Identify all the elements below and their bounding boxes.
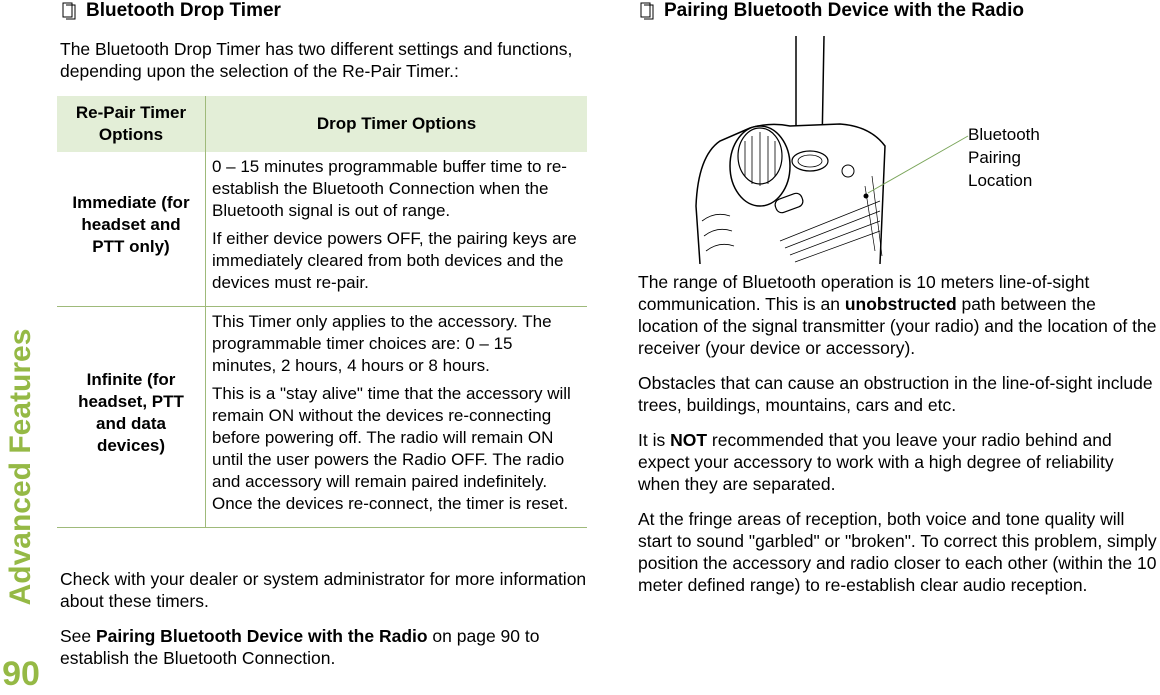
desc-para: If either device powers OFF, the pairing keys are immediately cleared from both devices and the devices must re-pair. (212, 229, 577, 292)
range-text: The range of Bluetooth operation is 10 meters line-of-sight communication. This is an unobstructed path between the location of the signal transmitter (your radio) and the location of the receiver (your device or accessory). (638, 272, 1157, 358)
desc-para: This is a "stay alive" time that the accessory will remain ON without the devices re-connecting before powering off. The radio will remain ON until the user powers the Radio OFF. The radio and accessory will remain paired indefinitely. Once the devices re-connect, the timer is reset. (212, 384, 571, 513)
option-cell: Infinite (for headset, PTT and data devices) (57, 307, 206, 528)
desc-cell (206, 307, 588, 528)
right-heading-text: Pairing Bluetooth Device with the Radio (664, 0, 1024, 21)
table-header-option: Re-Pair Timer Options (57, 96, 206, 152)
right-heading (638, 0, 1024, 22)
see-link[interactable]: Pairing Bluetooth Device with the Radio (96, 626, 428, 646)
warning-text: It is NOT recommended that you leave your radio behind and expect your accessory to work with a high degree of reliability when they are separated. (638, 430, 1114, 494)
page-number: 90 (2, 655, 40, 693)
option-cell: Immediate (for headset and PTT only) (57, 152, 206, 307)
table-header-drop: Drop Timer Options (206, 96, 588, 152)
table-row (57, 307, 587, 528)
note-icon (638, 1, 656, 21)
note-icon (60, 1, 78, 21)
pairing-callout: Bluetooth Pairing Location (968, 125, 1040, 190)
obstacles-text: Obstacles that can cause an obstruction in the line-of-sight include trees, buildings, mountains, cars and etc. (638, 373, 1153, 415)
fringe-text: At the fringe areas of reception, both voice and tone quality will start to sound "garbled" or "broken". To correct this problem, simply position the accessory and radio closer to each other (within the 10 meter defined range) to re-establish clear audio reception. (638, 509, 1157, 595)
intro-text: The Bluetooth Drop Timer has two different settings and functions, depending upon the selection of the Re-Pair Timer.: (60, 39, 573, 81)
desc-cell (206, 152, 588, 307)
sidebar (0, 0, 42, 695)
check-text: Check with your dealer or system administrator for more information about these timers. (60, 569, 587, 611)
left-heading-text: Bluetooth Drop Timer (86, 0, 281, 21)
table-row (57, 152, 587, 307)
desc-para: 0 – 15 minutes programmable buffer time to re-establish the Bluetooth Connection when the Bluetooth signal is out of range. (212, 157, 567, 220)
desc-para: This Timer only applies to the accessory. The programmable timer choices are: 0 – 15 minutes, 2 hours, 4 hours or 8 hours. (212, 312, 552, 375)
section-title: Advanced Features (4, 328, 37, 606)
left-heading (60, 0, 281, 22)
see-text: See Pairing Bluetooth Device with the Radio on page 90 to establish the Bluetooth Connection. (60, 626, 540, 668)
timer-table (57, 96, 587, 528)
